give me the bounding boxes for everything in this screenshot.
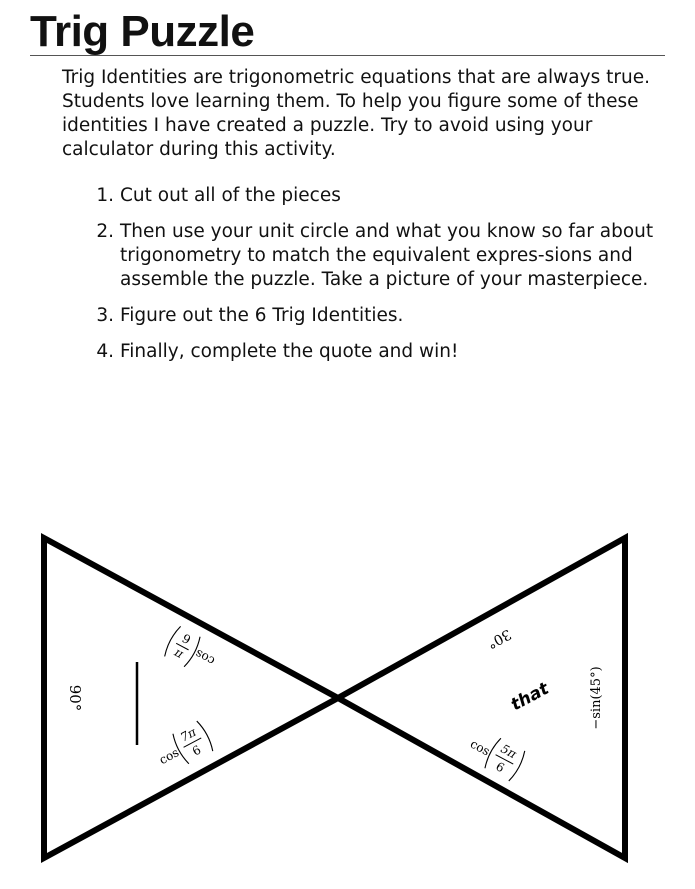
left-triangle-piece[interactable]: [44, 538, 338, 858]
step-number: 4.: [96, 341, 114, 362]
title-divider: [30, 55, 665, 56]
right-top-edge-label: 30°: [484, 625, 514, 652]
top-edge-numerator: π: [171, 646, 185, 663]
right-bottom-edge-denominator: 6: [493, 759, 507, 776]
top-edge-fn: cos: [192, 646, 218, 669]
puzzle-diagram: [0, 520, 695, 865]
instruction-step: [96, 184, 660, 208]
step-number: 3.: [96, 305, 114, 326]
instruction-step: [96, 304, 660, 328]
step-number: 2.: [96, 221, 114, 242]
instruction-step: [96, 220, 660, 292]
top-edge-expression: [162, 625, 221, 678]
step-text: Then use your unit circle and what you know so far about trigonometry to match the equivalent expres-sions and assemble the puzzle. Take a picture of your masterpiece.: [120, 221, 654, 290]
right-bottom-edge-fn: cos: [467, 736, 493, 759]
right-edge-label: −sin(45°): [589, 666, 604, 730]
right-bottom-edge-numerator: 5π: [498, 741, 519, 762]
step-text: Cut out all of the pieces: [120, 185, 341, 206]
step-text: Figure out the 6 Trig Identities.: [120, 305, 404, 326]
bottom-edge-denominator: 6: [189, 742, 204, 759]
intro-paragraph: Trig Identities are trigonometric equations that are always true. Students love learning them. To help you figure some of these identities I have created a puzzle. Try to avoid using your calculator during this activity.: [62, 67, 650, 160]
top-edge-denominator: 6: [179, 630, 194, 647]
step-text: Finally, complete the quote and win!: [120, 341, 459, 362]
left-edge-label: 90°: [66, 684, 84, 712]
step-number: 1.: [96, 185, 114, 206]
bottom-edge-fn: cos: [156, 745, 182, 768]
instruction-list: [96, 184, 660, 376]
right-triangle-piece[interactable]: [338, 538, 625, 858]
page-title: Trig Puzzle: [30, 7, 255, 56]
puzzle-word: that: [507, 678, 553, 716]
instruction-step: [96, 340, 660, 364]
bottom-edge-numerator: 7π: [178, 724, 199, 745]
